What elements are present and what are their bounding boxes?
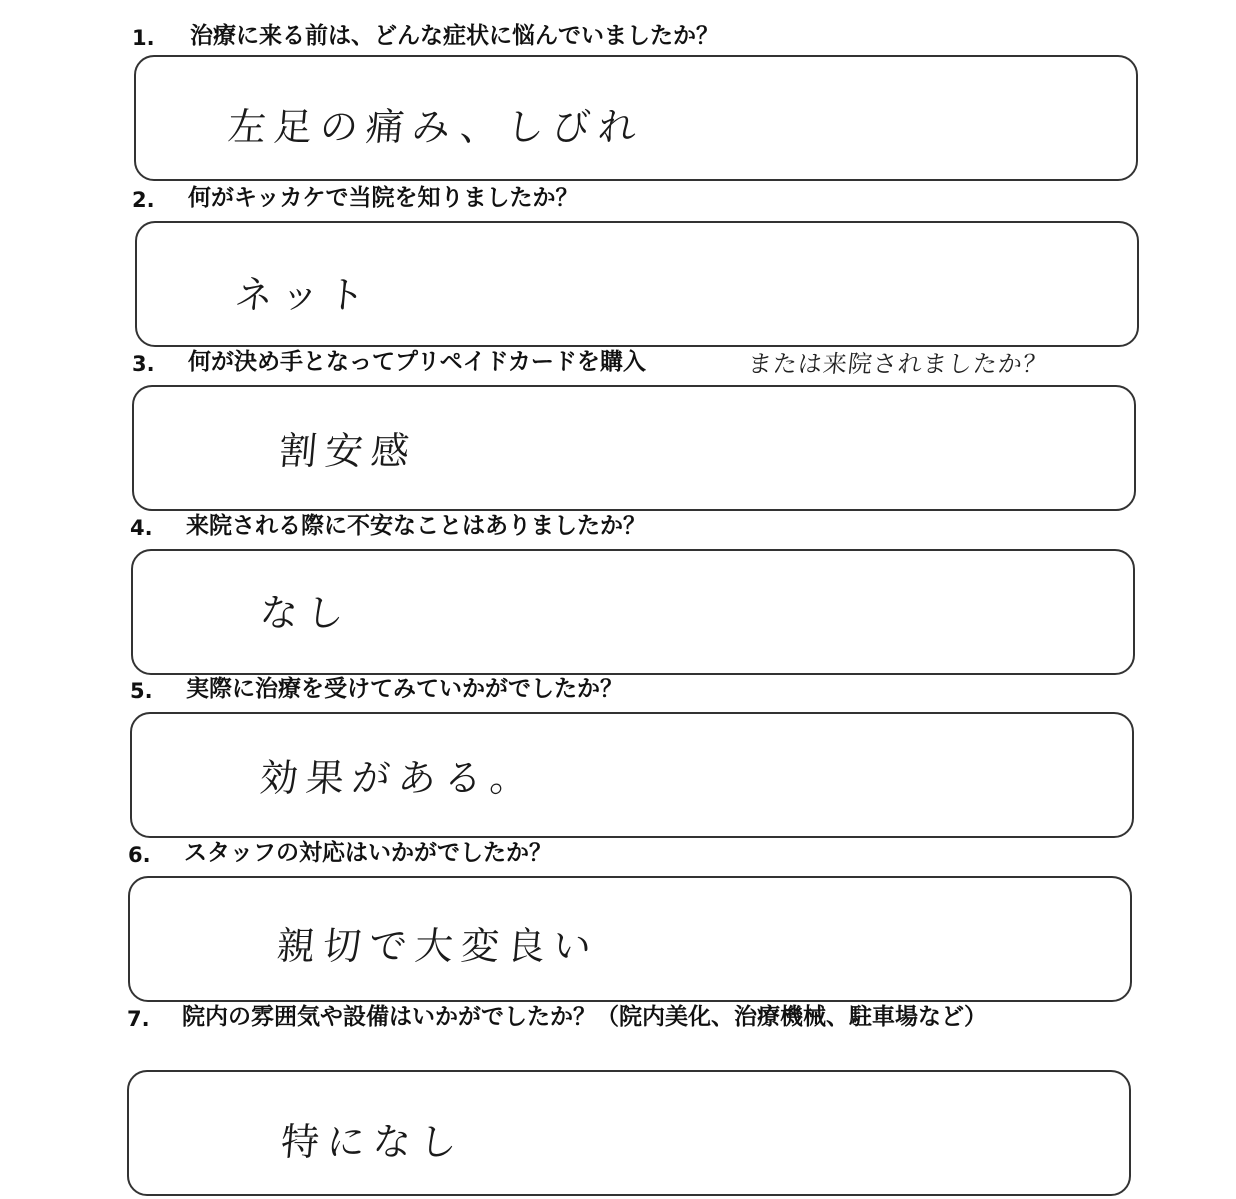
answer-box-1 [134, 55, 1138, 181]
question-7-text: 院内の雰囲気や設備はいかがでしたか？（院内美化、治療機械、駐車場など） [182, 1004, 987, 1030]
answer-6-text: 親切で大変良い [275, 924, 601, 968]
question-3-handwritten-addition: または来院されましたか？ [746, 350, 1050, 378]
question-3-text: 何が決め手となってプリペイドカードを購入 [188, 349, 646, 375]
question-6-number: 6. [128, 843, 151, 867]
answer-5-text: 効果がある。 [258, 756, 538, 800]
answer-box-6 [128, 876, 1132, 1002]
question-3-number: 3. [132, 352, 155, 376]
question-4-text: 来院される際に不安なことはありましたか？ [186, 513, 646, 539]
answer-box-5 [130, 712, 1134, 838]
question-2-number: 2. [132, 188, 155, 212]
answer-box-3 [132, 385, 1136, 511]
answer-box-4 [131, 549, 1135, 675]
question-6-text: スタッフの対応はいかがでしたか？ [184, 840, 552, 866]
question-4-number: 4. [130, 516, 153, 540]
answer-2-text: ネット [233, 273, 375, 317]
question-1-text: 治療に来る前は、どんな症状に悩んでいましたか？ [190, 23, 719, 49]
answer-3-text: 割安感 [277, 429, 419, 473]
question-5-text: 実際に治療を受けてみていかがでしたか？ [186, 676, 623, 702]
answer-box-7 [127, 1070, 1131, 1196]
question-7-number: 7. [127, 1007, 150, 1031]
answer-4-text: なし [258, 591, 354, 635]
question-1-number: 1. [132, 26, 155, 50]
answer-7-text: 特になし [279, 1120, 467, 1164]
question-5-number: 5. [130, 679, 153, 703]
question-2-text: 何がキッカケで当院を知りましたか？ [188, 185, 579, 211]
answer-1-text: 左足の痛み、しびれ [226, 105, 647, 149]
answer-box-2 [135, 221, 1139, 347]
